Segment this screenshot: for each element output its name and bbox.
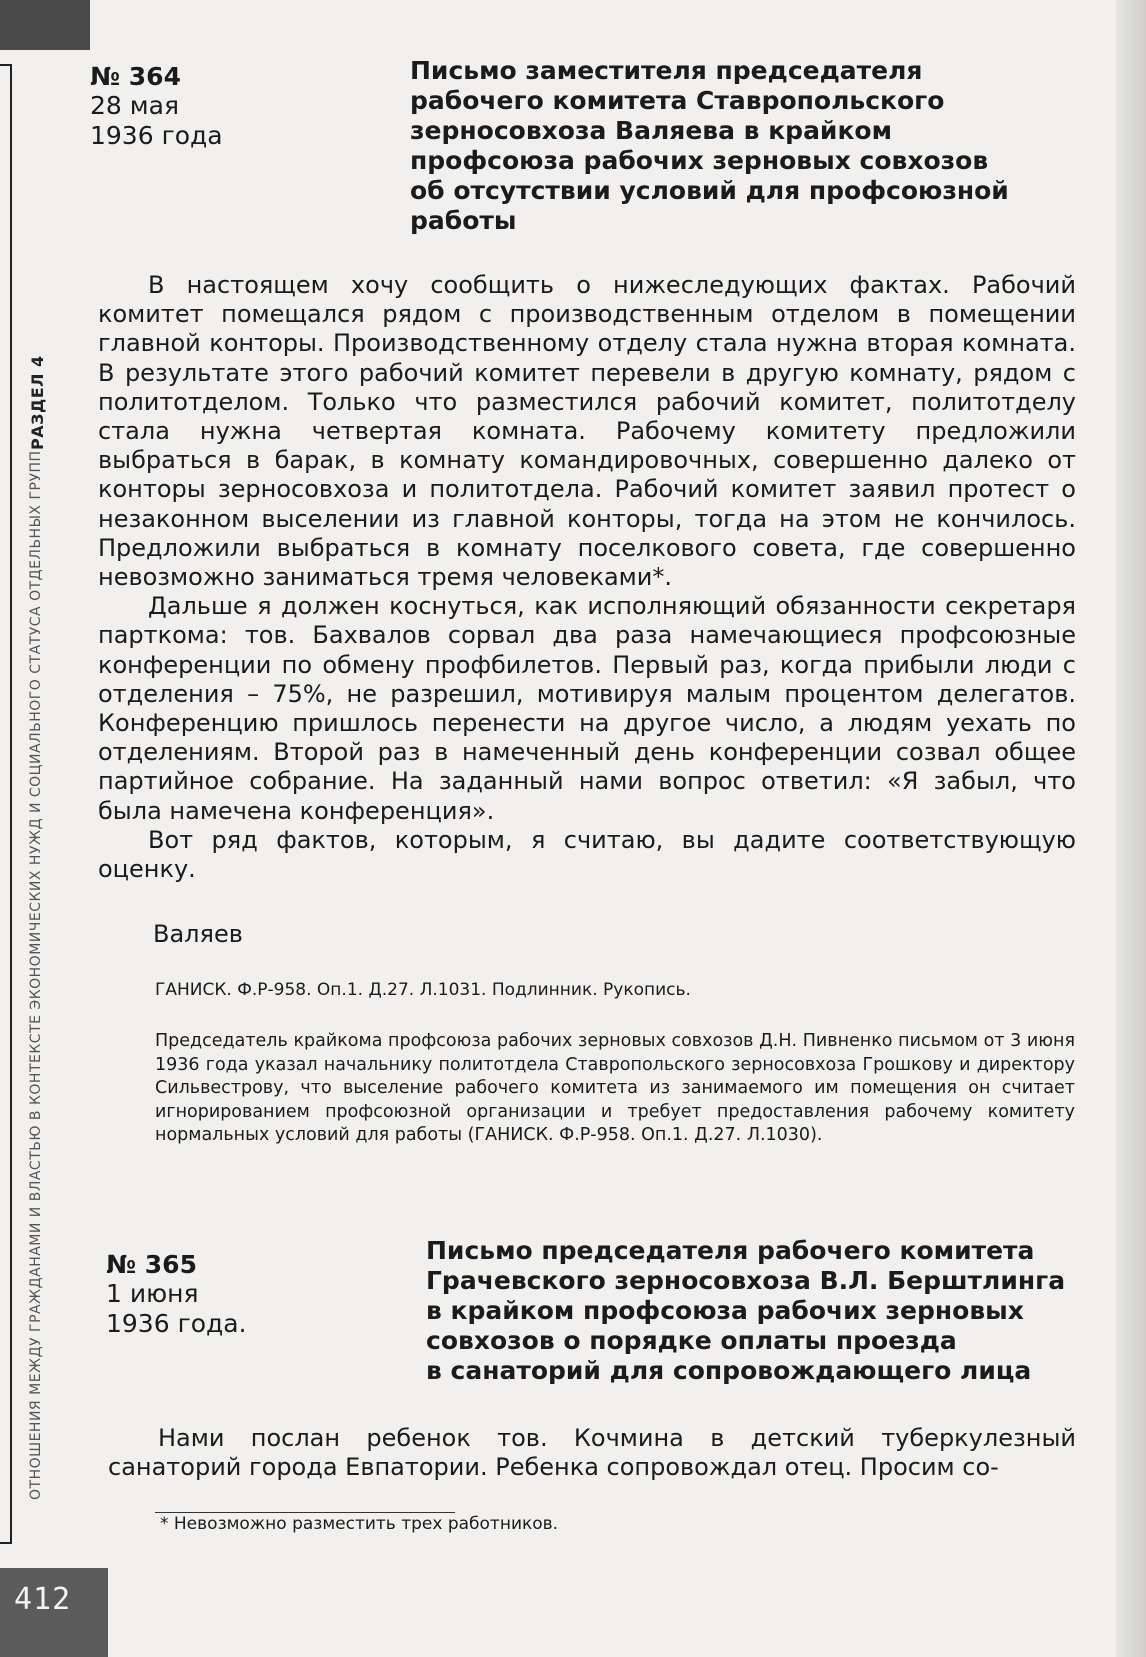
side-margin <box>28 60 64 1560</box>
doc-364-title-line: работы <box>410 206 517 235</box>
running-title: ОТНОШЕНИЯ МЕЖДУ ГРАЖДАНАМИ И ВЛАСТЬЮ В КОНТЕКСТЕ ЭКОНОМИЧЕСКИХ НУЖД И СОЦИАЛЬНОГО СТАТУСА ОТДЕЛЬНЫХ ГРУПП <box>28 450 44 1500</box>
doc-365-title <box>426 1236 1065 1386</box>
doc-365-number: № 365 <box>106 1250 197 1279</box>
doc-364-paragraph: Дальше я должен коснуться, как исполняющий обязанности секретаря парткома: тов. Бахвалов сорвал два раза намечающиеся профсоюзные конференции по обмену профбилетов. Первый раз, когда прибыли люди с отделения – 75%, не разрешил, мотивируя малым процентом делегатов. Конференцию пришлось перенести на другое число, а людям уехать по отделениям. Второй раз в намеченный день конференции созвал общее партийное собрание. На заданный нами вопрос ответил: «Я забыл, что была намечена конференция». <box>98 592 1076 825</box>
side-frame <box>0 64 12 1544</box>
doc-364-date-year: 1936 года <box>90 121 223 150</box>
doc-364-archive-ref: ГАНИСК. Ф.Р-958. Оп.1. Д.27. Л.1031. Подлинник. Рукопись. <box>155 980 691 1000</box>
doc-364-paragraph: В настоящем хочу сообщить о нижеследующих фактах. Рабочий комитет помещался рядом с производственным отделом в помещении главной конторы. Производственному отделу стала нужна вторая комната. В результате этого рабочий комитет перевели в другую комнату, рядом с политотделом. Только что разместился рабочий комитет, политотделу стала нужна четвертая комната. Рабочему комитету предложили выбраться в барак, в комнату командировочных, совершенно далеко от конторы зерносовхоза и политотдела. Рабочий комитет заявил протест о незаконном выселении из главной конторы, тогда на этом не кончилось. Предложили выбраться в комнату поселкового совета, где совершенно невозможно заниматься тремя человеками*. <box>98 271 1076 592</box>
doc-364-title-line: зерносовхоза Валяева в крайком <box>410 116 893 145</box>
doc-364-signature: Валяев <box>153 920 243 948</box>
doc-364-paragraph: Вот ряд фактов, которым, я считаю, вы дадите соответствующую оценку. <box>98 825 1076 884</box>
doc-365-body <box>108 1424 1076 1482</box>
footnote-rule <box>155 1512 455 1513</box>
doc-364-title-line: об отсутствии условий для профсоюзной <box>410 176 1009 205</box>
doc-364-editorial-note: Председатель крайкома профсоюза рабочих зерновых совхозов Д.Н. Пивненко письмом от 3 июня 1936 года указал начальнику политотдела Ставропольского зерносовхоза Грошкову и директору Сильвестрову, что выселение рабочего комитета из занимаемого им помещения он считает игнорированием профсоюзной организации и требует предоставления рабочему комитету нормальных условий для работы (ГАНИСК. Ф.Р-958. Оп.1. Д.27. Л.1030). <box>155 1031 1075 1145</box>
corner-block <box>0 0 90 50</box>
doc-365-paragraph: Нами послан ребенок тов. Кочмина в детский туберкулезный санаторий города Евпатории. Ребенка сопровождал отец. Просим со- <box>108 1424 1076 1482</box>
doc-365-title-line: совхозов о порядке оплаты проезда <box>426 1326 957 1355</box>
doc-364-title-line: профсоюза рабочих зерновых совхозов <box>410 146 989 175</box>
doc-364-title <box>410 56 1009 236</box>
doc-365-date-year: 1936 года. <box>106 1309 247 1338</box>
doc-365-title-line: в санаторий для сопровождающего лица <box>426 1356 1032 1385</box>
page-edge <box>1116 0 1146 1657</box>
doc-364-title-line: рабочего комитета Ставропольского <box>410 86 945 115</box>
page-number-box <box>0 1568 108 1657</box>
doc-365-title-line: Письмо председателя рабочего комитета <box>426 1236 1035 1265</box>
footnote: * Невозможно разместить трех работников. <box>160 1514 559 1534</box>
doc-364-body <box>98 271 1076 884</box>
doc-364-title-line: Письмо заместителя председателя <box>410 56 923 85</box>
side-text <box>28 60 64 1560</box>
doc-364-header <box>90 62 223 151</box>
doc-365-date-day: 1 июня <box>106 1279 199 1308</box>
doc-364-date-day: 28 мая <box>90 91 179 120</box>
doc-365-title-line: в крайком профсоюза рабочих зерновых <box>426 1296 1024 1325</box>
doc-365-header <box>106 1250 247 1339</box>
doc-364-number: № 364 <box>90 62 181 91</box>
page-number: 412 <box>14 1582 72 1617</box>
doc-365-title-line: Грачевского зерносовхоза В.Л. Берштлинга <box>426 1266 1066 1295</box>
section-label: РАЗДЕЛ 4 <box>28 355 47 451</box>
